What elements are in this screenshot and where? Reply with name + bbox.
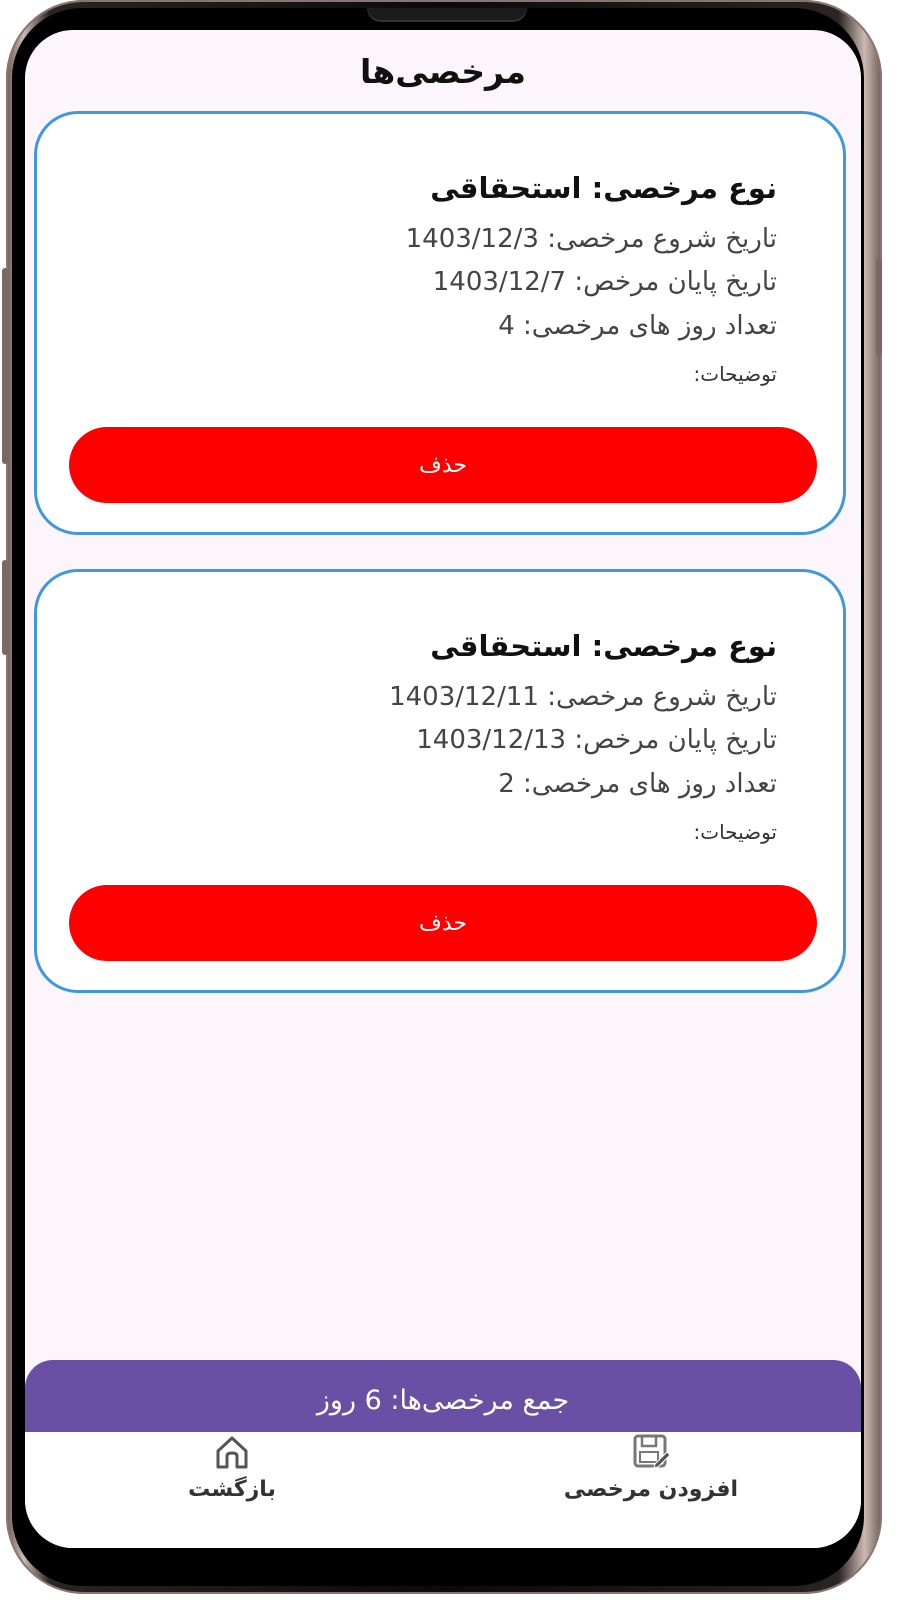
leave-days-count [498,311,777,341]
leave-type-label: نوع مرخصی: [591,171,777,205]
end-date-label: تاریخ پایان مرخص: [574,267,777,297]
leave-type-value: استحقاقی [430,629,582,663]
end-date-value: 1403/12/7 [432,267,567,297]
leave-type [430,629,777,663]
nav-add-leave-button[interactable] [541,1432,761,1532]
start-date-label: تاریخ شروع مرخصی: [547,224,777,254]
days-count-label: تعداد روز های مرخصی: [523,311,777,341]
start-date-label: تاریخ شروع مرخصی: [547,682,777,712]
leave-days-count [498,769,777,799]
leave-description: توضیحات: [693,362,777,386]
total-leaves-summary: جمع مرخصی‌ها: 6 روز [25,1360,861,1440]
leave-end-date [433,267,777,297]
phone-notch [367,8,527,22]
phone-side-button [2,560,8,655]
end-date-label: تاریخ پایان مرخص: [574,725,777,755]
days-count-value: 4 [498,311,515,341]
nav-back-label: بازگشت [188,1477,276,1502]
app-screen [25,30,861,1548]
bottom-nav [25,1432,861,1548]
leave-type [430,171,777,205]
days-count-label: تعداد روز های مرخصی: [523,769,777,799]
end-date-value: 1403/12/13 [416,725,567,755]
phone-power-button [876,258,882,356]
leave-description: توضیحات: [693,820,777,844]
save-edit-icon [631,1432,671,1472]
days-count-value: 2 [498,769,515,799]
start-date-value: 1403/12/3 [405,224,539,254]
start-date-value: 1403/12/11 [389,682,539,712]
leave-end-date [416,725,777,755]
delete-button[interactable]: حذف [69,885,817,961]
nav-back-button[interactable] [122,1432,342,1532]
nav-add-label: افزودن مرخصی [563,1477,739,1502]
phone-side-button [2,268,8,464]
leave-start-date [389,682,777,712]
page-title: مرخصی‌ها [360,52,526,91]
leave-type-value: استحقاقی [430,171,582,205]
leave-start-date [406,224,777,254]
delete-button[interactable]: حذف [69,427,817,503]
leave-card [34,569,846,993]
leave-card [34,111,846,535]
home-icon [212,1432,252,1472]
leave-type-label: نوع مرخصی: [591,629,777,663]
